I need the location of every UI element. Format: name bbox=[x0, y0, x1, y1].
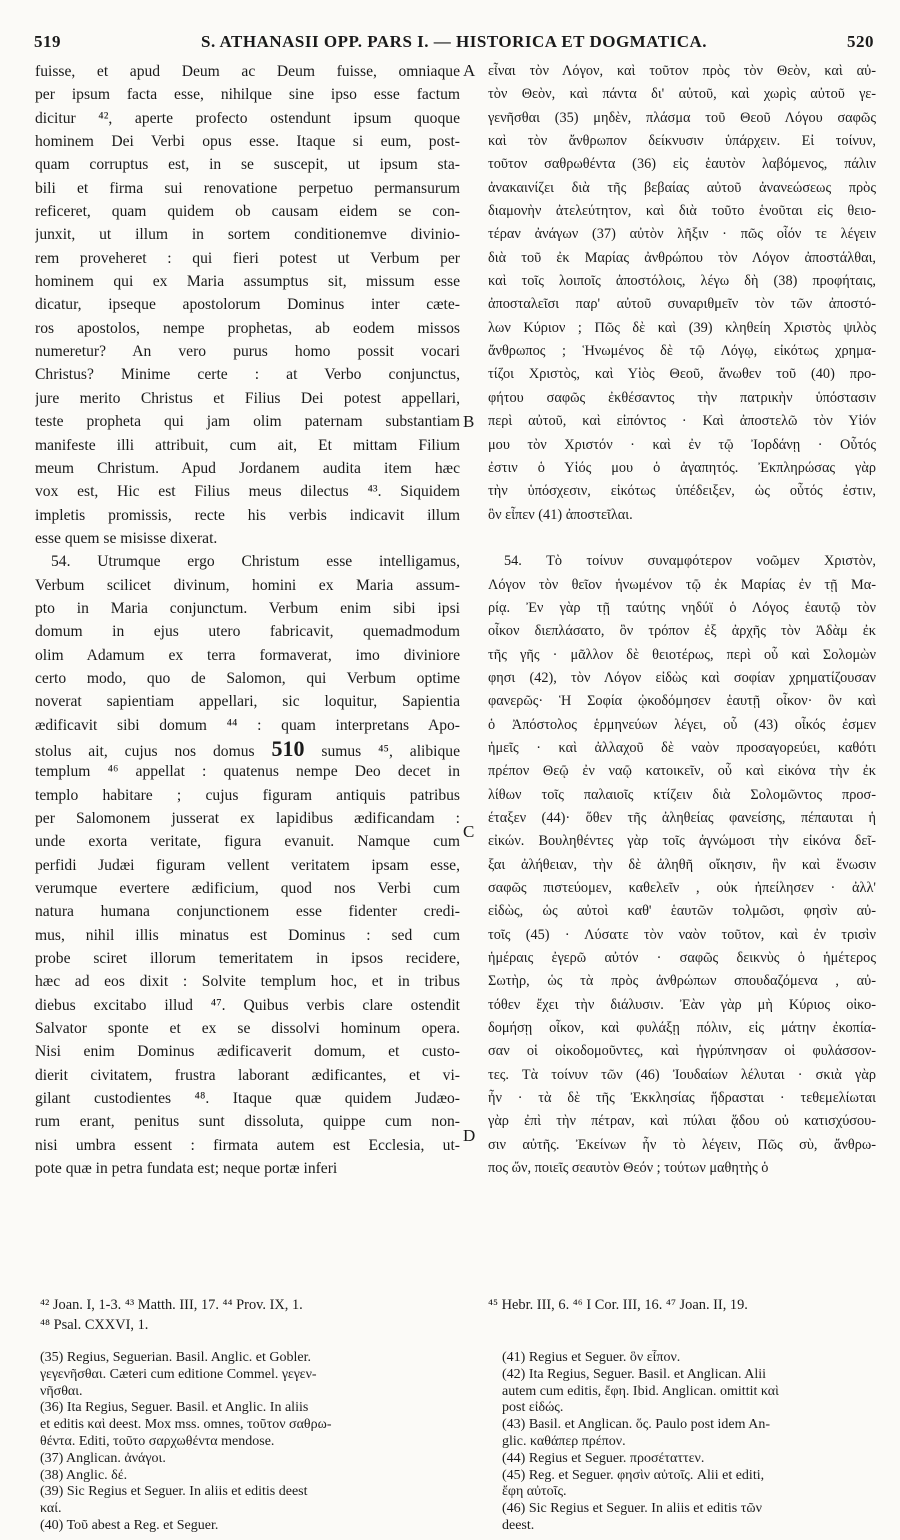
latin-text-line: impletis promissis, recte his verbis indicavit illum bbox=[35, 506, 460, 524]
greek-text-line: 54. Τὸ τοίνυν συναμφότερον νοῶμεν Χριστὸν, bbox=[504, 553, 876, 570]
greek-text-line: λων Κύριον ; Πῶς δὲ καὶ (39) κληθείη Χριστὸς ψιλὸς bbox=[488, 319, 876, 336]
latin-text-line: esse quem se misisse dixerat. bbox=[35, 529, 218, 547]
greek-text-line: έταξεν (44)· ὅθεν τῆς ἀληθείας φανείσης, πέπαυται ἡ bbox=[488, 810, 876, 826]
greek-text-line: εἰδὼς, ὡς αὐτοὶ καθ' ἑαυτῶν τολμῶσι, φησὶν αὐ- bbox=[488, 903, 876, 920]
scripture-references-right bbox=[488, 1295, 876, 1315]
greek-text-line: εἰκών. Βουληθέντες γὰρ τοῖς ἀγνώμοσι τὴν εἰκόνα δεῖ- bbox=[488, 833, 876, 850]
greek-text-line: ὃν εἶπεν (41) ἀποστεῖλαι. bbox=[488, 506, 633, 523]
latin-text-line: Christus? Minime certe : at Verbo conjunctus, bbox=[35, 366, 460, 384]
editorial-note-line: καί. bbox=[40, 1501, 62, 1517]
greek-text-line: καὶ τοῖς λοιποῖς ἀποστόλοις, λέγω δὴ (38) προφήταις, bbox=[488, 273, 876, 290]
margin-letter-b: B bbox=[463, 412, 475, 431]
latin-text-line: fuisse, et apud Deum ac Deum fuisse, omniaque bbox=[35, 63, 460, 80]
latin-text-line: dicitur ⁴², aperte profecto ostendunt ipsum quoque bbox=[35, 109, 460, 127]
greek-text-line: ρίᾳ. Ἐν γὰρ τῇ ταύτης νηδύϊ ὁ Λόγος ἑαυτῷ τὸν bbox=[488, 599, 876, 616]
latin-text-line: hominem Dei Verbi opus esse. Itaque si eum, post- bbox=[35, 133, 460, 151]
greek-text-line: διαμονὴν ἀτελεύτητον, καὶ διὰ τοῦτο ἑνοῦται εἰς θειο- bbox=[488, 203, 876, 220]
latin-text-line: per ipsum facta esse, nihilque sine ipso esse factum bbox=[35, 86, 460, 104]
scripture-reference: ⁴² Joan. I, 1-3. ⁴³ Matth. III, 17. ⁴⁴ Prov. IX, 1. bbox=[40, 1297, 303, 1313]
page-number-right: 520 bbox=[847, 32, 874, 51]
greek-text-line: σαν οἱ οἰκοδομοῦντες, καὶ ἠγρύπνησαν οἱ φυλάσσον- bbox=[488, 1043, 876, 1060]
latin-text-line: olim Adamum ex terra formaverat, imo diviniore bbox=[35, 646, 460, 664]
latin-text-line: hæc ad eos dixit : Solvite templum hoc, et in tribus bbox=[35, 973, 460, 991]
editorial-note-line: γεγενῆσθαι. Cæteri cum editione Commel. γεγεν- bbox=[40, 1366, 317, 1382]
latin-text-line: certo modo, quo de Salomon, qui Verbum optime bbox=[35, 669, 460, 687]
latin-text-line: hominem qui ex Maria assumptus sit, missum esse bbox=[35, 273, 460, 291]
greek-text-line: πος ὤν, ποιεῖς σεαυτὸν Θεόν ; τούτων μαθητὴς ὁ bbox=[488, 1160, 769, 1177]
editorial-note-line: (46) Sic Regius et Seguer. In aliis et editis τῶν bbox=[502, 1501, 762, 1517]
greek-text-line: ἡμέραις ἐγερῶ αὐτόν · σαφῶς δεικνὺς ὁ ἡμέτερος bbox=[488, 950, 876, 967]
latin-text-line: perfidi Judæi figuram vellent veritatem ipsam esse, bbox=[35, 856, 460, 874]
greek-text-line: τὸν Θεὸν, καὶ πάντα δι' αὐτοῦ, καὶ χωρὶς αὐτοῦ γε- bbox=[488, 86, 876, 103]
latin-text-line: mus, nihil illis minatus est Dominus : sed cum bbox=[35, 926, 460, 944]
editorial-note-line: (42) Ita Regius, Seguer. Basil. et Anglican. Alii bbox=[502, 1366, 767, 1382]
greek-text-line: τῆς γῆς · μᾶλλον δὲ θειοτέρως, περὶ οὗ καὶ Σολομὼν bbox=[488, 646, 876, 663]
latin-text-line: vox est, Hic est Filius meus dilectus ⁴³. Siquidem bbox=[35, 483, 460, 501]
latin-text-line: noverat sapientiam appellari, sic loquitur, Sapientia bbox=[35, 693, 460, 711]
latin-text-line: stolus ait, cujus nos domus 510 sumus ⁴⁵, alibique bbox=[35, 736, 460, 761]
editorial-note-line: (39) Sic Regius et Seguer. In aliis et editis deest bbox=[40, 1484, 308, 1500]
greek-text-line: ὁ Ἀπόστολος ἑρμηνεύων λέγει, οὗ (43) οἶκός ἐσμεν bbox=[488, 716, 876, 733]
latin-text-line: bili et firma sui renovatione perpetuo permansurum bbox=[35, 179, 460, 197]
greek-text-line: τίζοι Χριστὸς, καὶ Υἱὸς Θεοῦ, ἄνωθεν τοῦ (40) προ- bbox=[488, 366, 876, 383]
running-title: S. ATHANASII OPP. PARS I. — HISTORICA ET DOGMATICA. bbox=[200, 32, 707, 51]
inline-page-number: 510 bbox=[271, 736, 305, 761]
editorial-note-line: (35) Regius, Seguerian. Basil. Anglic. et Gobler. bbox=[40, 1350, 312, 1365]
greek-text-line: ἀνακαινίζει διὰ τῆς βεβαίας αὐτοῦ ἀνανεώσεως πρὸς bbox=[488, 179, 876, 196]
latin-text-line: rem proveheret : qui fieri potest ut Verbum per bbox=[35, 249, 460, 267]
greek-text-line: φησι (42), τὸν Λόγον εἰδὼς καὶ σοφίαν χρηματίζουσαν bbox=[488, 669, 876, 686]
greek-text-line: ἀποσταλεῖσι παρ' αὐτοῦ συναριθμεῖν τὸν τῶν ἀποστό- bbox=[488, 296, 876, 313]
editorial-note-line: glic. καθάπερ πρέπον. bbox=[502, 1433, 626, 1449]
latin-text-line: 54. Utrumque ergo Christum esse intelligamus, bbox=[51, 553, 460, 571]
latin-text-line: unde exorta veritate, figura evanuit. Namque cum bbox=[35, 833, 460, 851]
greek-text-line: τοῖς (45) · Λύσατε τὸν ναὸν τοῦτον, καὶ ἐν τρισὶν bbox=[488, 926, 876, 943]
editorial-notes-right bbox=[502, 1350, 876, 1535]
greek-text-line: σιν αὐτῆς. Ἐκείνων ἦν τὸ λέγειν, Πῶς σὺ, ἄνθρω- bbox=[488, 1136, 876, 1153]
greek-text-line bbox=[488, 527, 876, 550]
latin-text-line: templo habitare ; cujus figuram antiquis patribus bbox=[35, 786, 460, 804]
editorial-note-line: θέντα. Editi, τοῦτο σαρχωθέντα mendose. bbox=[40, 1433, 275, 1449]
greek-text-line: πρέπον Θεῷ ἐν ναῷ κατοικεῖν, οὗ καὶ εἰκόνα τὴν ἐκ bbox=[488, 763, 876, 780]
scripture-references-left bbox=[40, 1295, 465, 1335]
editorial-note-line: (36) Ita Regius, Seguer. Basil. et Anglic. In aliis bbox=[40, 1400, 309, 1416]
scripture-reference: ⁴⁵ Hebr. III, 6. ⁴⁶ I Cor. III, 16. ⁴⁷ Joan. II, 19. bbox=[488, 1297, 748, 1313]
greek-text-line: σαφῶς πιστεύομεν, καθελεῖν , οὐκ ἠπείλησεν · ἀλλ' bbox=[488, 880, 876, 897]
latin-text-line: diebus excitabo illud ⁴⁷. Quibus verbis clare ostendit bbox=[35, 996, 460, 1014]
greek-text-line: περὶ αὐτοῦ, καὶ εἰπόντος · Καὶ ἀποστελῶ τὸν Υἱόν bbox=[488, 413, 876, 430]
latin-text-line: verumque evertere ædificium, quod nos Verbi cum bbox=[35, 880, 460, 898]
margin-letter-d: D bbox=[463, 1126, 476, 1145]
latin-text-line: probe sciret illorum temeritatem in ipsos recidere, bbox=[35, 950, 460, 968]
greek-text-line: τὴν ὑπόσχεσιν, εἰκότως ὑπέδειξεν, ὡς οὗτός ἐστιν, bbox=[488, 483, 876, 500]
greek-text-line: φανερῶς· Ἡ Σοφία ᾠκοδόμησεν ἑαυτῇ οἶκον· ὃν καὶ bbox=[488, 693, 876, 710]
editorial-note-line: deest. bbox=[502, 1517, 535, 1533]
greek-text-line: φήτου σαφῶς ἐκθέσαντος τὴν πατρικὴν ὑπόστασιν bbox=[488, 389, 876, 406]
editorial-note-line: (37) Anglican. ἀνάγοι. bbox=[40, 1450, 166, 1466]
greek-text-line: τοῦτον σαθρωθέντα (36) εἰς ἑαυτὸν λαβόμενος, πάλιν bbox=[488, 156, 876, 173]
margin-letter-a: A bbox=[463, 61, 476, 80]
latin-text-line: dicatur, ipseque apostolorum Dominus inter cæte- bbox=[35, 296, 460, 314]
editorial-note-line: (43) Basil. et Anglican. ὅς. Paulo post idem An- bbox=[502, 1417, 771, 1433]
latin-text-line: junxit, ut illum in sortem conditionemve divinio- bbox=[35, 226, 460, 244]
greek-text-line: διὰ τοῦ ἐκ Μαρίας ἀνθρώπου τὸν Λόγον ἀποστάλθαι, bbox=[488, 249, 876, 266]
latin-text-line: ros apostolos, nempe prophetas, ab eodem missos bbox=[35, 319, 460, 337]
greek-text-line: δομήσῃ οἶκον, καὶ φυλάξῃ πόλιν, εἰς μάτην ἐκοπία- bbox=[488, 1020, 876, 1037]
greek-column bbox=[488, 60, 876, 1181]
greek-text-line: εἶναι τὸν Λόγον, καὶ τοῦτον πρὸς τὸν Θεὸν, καὶ αὐ- bbox=[488, 63, 876, 79]
greek-text-line: ἡμεῖς · καὶ ἀλλαχοῦ δὲ ναὸν προσαγορεύει, καθότι bbox=[488, 739, 876, 756]
latin-text-line: dierit civitatem, frustra laborant ædificantes, et vi- bbox=[35, 1066, 460, 1084]
greek-text-line: Λόγον τὸν θεῖον ἡνωμένον τῷ ἐκ Μαρίας ἐν τῇ Μα- bbox=[488, 576, 876, 593]
editorial-note-line: (40) Τοῦ abest a Reg. et Seguer. bbox=[40, 1517, 219, 1533]
editorial-note-line: autem cum editis, ἔφη. Ibid. Anglican. omittit καὶ bbox=[502, 1383, 779, 1399]
greek-text-line: τες. Τὰ τοίνυν τῶν (46) Ἰουδαίων λέλυται · σκιὰ γὰρ bbox=[488, 1066, 876, 1083]
greek-text-line: ἦν · τὰ δὲ τῆς Ἐκκλησίας ἥδρασται · τεθεμελίωται bbox=[488, 1090, 876, 1107]
editorial-note-line: (44) Regius et Seguer. προσέταττεν. bbox=[502, 1450, 705, 1466]
editorial-note-line: post εἰδώς. bbox=[502, 1400, 564, 1416]
latin-text-line: Verbum scilicet divinum, homini ex Maria assum- bbox=[35, 576, 460, 594]
latin-text-line: Nisi enim Dominus ædificaverit domum, et custo- bbox=[35, 1043, 460, 1061]
greek-text-line: μου τὸν Χριστόν · καὶ ἐν τῷ Ἰορδάνῃ · Οὗτός bbox=[488, 436, 876, 453]
greek-text-line: τέραν ἀνάγων (37) αὐτὸν λῆξιν · πῶς οἷόν τε λέγειν bbox=[488, 226, 876, 243]
editorial-note-line: (45) Reg. et Seguer. φησὶν αὐτοῖς. Alii et editi, bbox=[502, 1467, 765, 1483]
latin-text-line: rum erant, penitus sunt dissoluta, quippe cum non- bbox=[35, 1113, 460, 1131]
latin-text-line: manifeste illi attribuit, cum ait, Et mittam Filium bbox=[35, 436, 460, 454]
margin-letter-c: C bbox=[463, 822, 475, 841]
latin-text-line: nisi umbra essent : firmata autem est Ecclesia, ut- bbox=[35, 1136, 460, 1154]
editorial-note-line: νῆσθαι. bbox=[40, 1383, 83, 1399]
latin-text-line: quam corruptus est, in se suscepit, ut ipsum sta- bbox=[35, 156, 460, 174]
editorial-note-line: (38) Anglic. δέ. bbox=[40, 1467, 128, 1483]
greek-text-line: ἐστιν ὁ Υἱός μου ὁ ἀγαπητός. Ἐκπληρώσας γὰρ bbox=[488, 459, 876, 476]
greek-text-line: οἶκον διεπλάσατο, ὃν τρόπον ἐξ ἀρχῆς τὸν Ἀδὰμ ἐκ bbox=[488, 623, 876, 640]
greek-text-line: ξαι ἀλήθειαν, τὴν δὲ ἀληθῆ οἴκησιν, ἣν καὶ ἕνωσιν bbox=[488, 856, 876, 873]
greek-text-line: καὶ τὸν ἄνθρωπον δείκνυσιν ὑπάρχειν. Εἰ τοίνυν, bbox=[488, 133, 876, 150]
latin-text-line: numeretur? An vero purus homo possit vocari bbox=[35, 343, 460, 361]
latin-text-line: natura humana conjunctionem esse fidenter credi- bbox=[35, 903, 460, 921]
editorial-notes-left bbox=[40, 1350, 465, 1535]
running-header bbox=[34, 32, 874, 56]
page-number-left: 519 bbox=[34, 32, 61, 51]
greek-text-line: λίθων τοῖς παλαιοῖς κτίζειν διὰ Σολομῶντος προσ- bbox=[488, 786, 876, 803]
latin-text-line: per Salomonem jusserat ex lapidibus ædificandam : bbox=[35, 810, 460, 827]
latin-text-line: templum ⁴⁶ appellat : quatenus nempe Deo decet in bbox=[35, 763, 460, 781]
greek-text-line: τόθεν ἔχει τὴν διάλυσιν. Ἐὰν γὰρ μὴ Κύριος οἰκο- bbox=[488, 996, 876, 1013]
greek-text-line: ἄνθρωπος ; Ἡνωμένος δὲ τῷ Λόγῳ, εἰκότως χρημα- bbox=[488, 343, 876, 360]
editorial-note-line: (41) Regius et Seguer. ὃν εἶπον. bbox=[502, 1350, 681, 1365]
latin-text-line: teste propheta qui jam olim paternam substantiam bbox=[35, 413, 460, 431]
greek-text-line: Σωτὴρ, ὡς τὰ πρὸς ἀνθρώπων σπουδαζόμενα , αὐ- bbox=[488, 973, 876, 990]
scripture-reference: ⁴⁸ Psal. CXXVI, 1. bbox=[40, 1317, 149, 1333]
latin-text-line: meum Christum. Apud Jordanem audita item hæc bbox=[35, 459, 460, 477]
editorial-note-line: et editis καὶ deest. Mox mss. omnes, τοῦτον σαθρω- bbox=[40, 1417, 332, 1433]
greek-text-line: γενῆσθαι (35) μηδὲν, πλάσμα τοῦ Θεοῦ Λόγου σαφῶς bbox=[488, 109, 876, 126]
latin-text-line: jure merito Christus et Filius Dei potest appellari, bbox=[35, 389, 460, 407]
greek-text-line: γὰρ ἐπὶ τὴν πέτραν, καὶ πύλαι ᾅδου οὐ κατισχύσου- bbox=[488, 1113, 876, 1130]
latin-column bbox=[35, 60, 460, 1181]
editorial-note-line: ἔφη αὐτοῖς. bbox=[502, 1484, 567, 1500]
latin-text-line: pote quæ in petra fundata est; neque portæ inferi bbox=[35, 1160, 338, 1178]
latin-text-line: Salvator sponte et ex se dissolvi hominum opera. bbox=[35, 1020, 460, 1038]
latin-text-line: ædificavit sibi domum ⁴⁴ : quam interpretans Apo- bbox=[35, 716, 460, 734]
latin-text-line: reficeret, quam quidem ob causam eidem se con- bbox=[35, 203, 460, 221]
latin-text-line: domum in ejus utero fabricavit, quemadmodum bbox=[35, 623, 460, 641]
latin-text-line: gilant custodientes ⁴⁸. Itaque quæ quidem Judæo- bbox=[35, 1090, 460, 1108]
latin-text-line: pto in Maria conjunctum. Verbum enim sibi ipsi bbox=[35, 599, 460, 617]
